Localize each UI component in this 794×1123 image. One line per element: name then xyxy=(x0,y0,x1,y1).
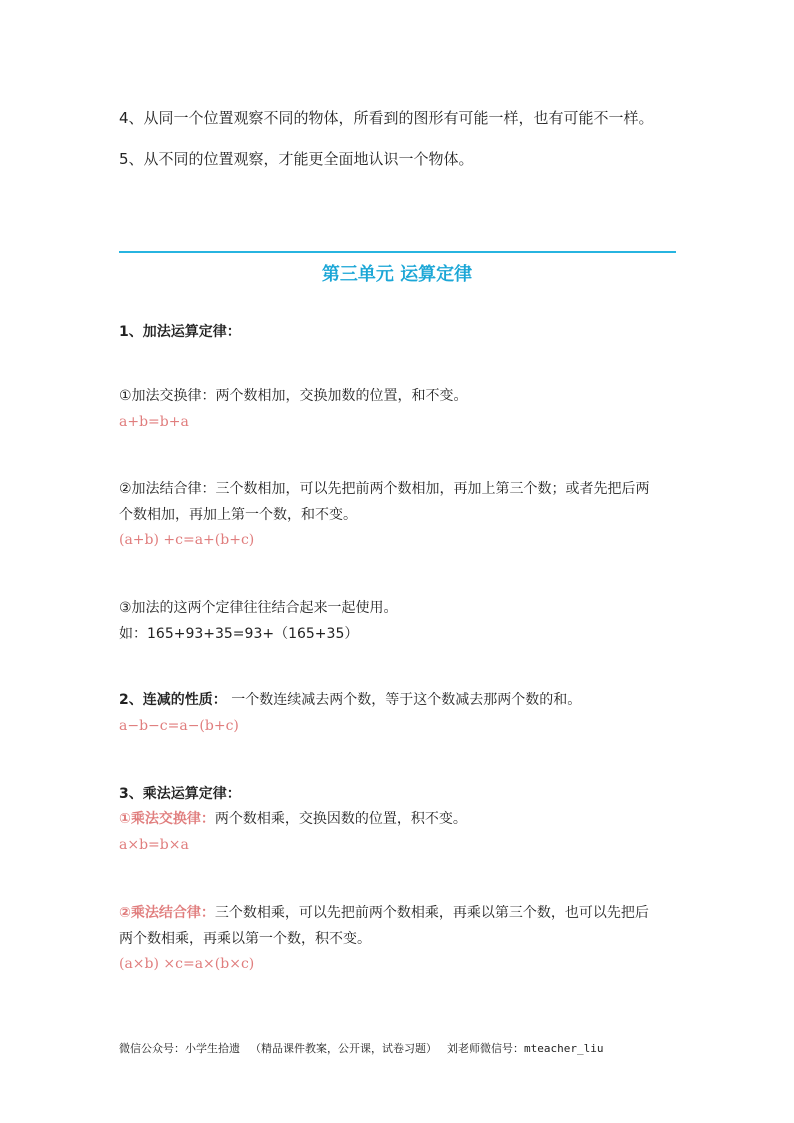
multiplication-commutative-line xyxy=(119,809,467,829)
footer-wechat-public: 微信公众号：小学生拾遗 xyxy=(119,1042,240,1055)
item-4: 4、从同一个位置观察不同的物体，所看到的图形有可能一样，也有可能不一样。 xyxy=(119,109,654,127)
addition-associative-text-1: ②加法结合律：三个数相加，可以先把前两个数相加，再加上第三个数；或者先把后两 xyxy=(119,481,650,497)
item-5: 5、从不同的位置观察，才能更全面地认识一个物体。 xyxy=(119,150,474,168)
multiplication-associative-line-1 xyxy=(119,903,649,923)
multiplication-associative-text-2: 两个数相乘，再乘以第一个数，积不变。 xyxy=(119,931,371,947)
addition-combined-text: ③加法的这两个定律往往结合起来一起使用。 xyxy=(119,600,398,616)
heading-divider xyxy=(119,251,676,253)
multiplication-associative-text-1: 三个数相乘，可以先把前两个数相乘，再乘以第三个数，也可以先把后 xyxy=(214,905,649,921)
addition-example: 如：165+93+35=93+（165+35） xyxy=(119,626,359,642)
section-2-heading: 2、连减的性质： xyxy=(119,692,227,708)
addition-associative-formula: (a+b) +c=a+(b+c) xyxy=(119,532,255,548)
section-2-line xyxy=(119,690,581,710)
footer-description: （精品课件教案，公开课，试卷习题） xyxy=(250,1042,437,1055)
multiplication-associative-formula: (a×b) ×c=a×(b×c) xyxy=(119,956,255,972)
addition-commutative-text: ①加法交换律：两个数相加，交换加数的位置，和不变。 xyxy=(119,388,468,404)
section-2-text: 一个数连续减去两个数，等于这个数减去那两个数的和。 xyxy=(231,692,582,708)
footer-teacher-wechat: 刘老师微信号：mteacher_liu xyxy=(447,1042,604,1055)
footer xyxy=(119,1041,613,1057)
section-1-heading: 1、加法运算定律： xyxy=(119,324,241,340)
multiplication-commutative-label: ①乘法交换律： xyxy=(119,811,215,827)
section-3-heading: 3、乘法运算定律： xyxy=(119,786,241,802)
addition-associative-text-2: 个数相加，再加上第一个数，和不变。 xyxy=(119,507,357,523)
multiplication-commutative-formula: a×b=b×a xyxy=(119,837,189,853)
multiplication-associative-label: ②乘法结合律： xyxy=(119,905,215,921)
unit-title: 第三单元 运算定律 xyxy=(321,264,473,285)
subtraction-formula: a−b−c=a−(b+c) xyxy=(119,718,239,734)
addition-commutative-formula: a+b=b+a xyxy=(119,414,189,430)
multiplication-commutative-text: 两个数相乘，交换因数的位置，积不变。 xyxy=(214,811,467,827)
